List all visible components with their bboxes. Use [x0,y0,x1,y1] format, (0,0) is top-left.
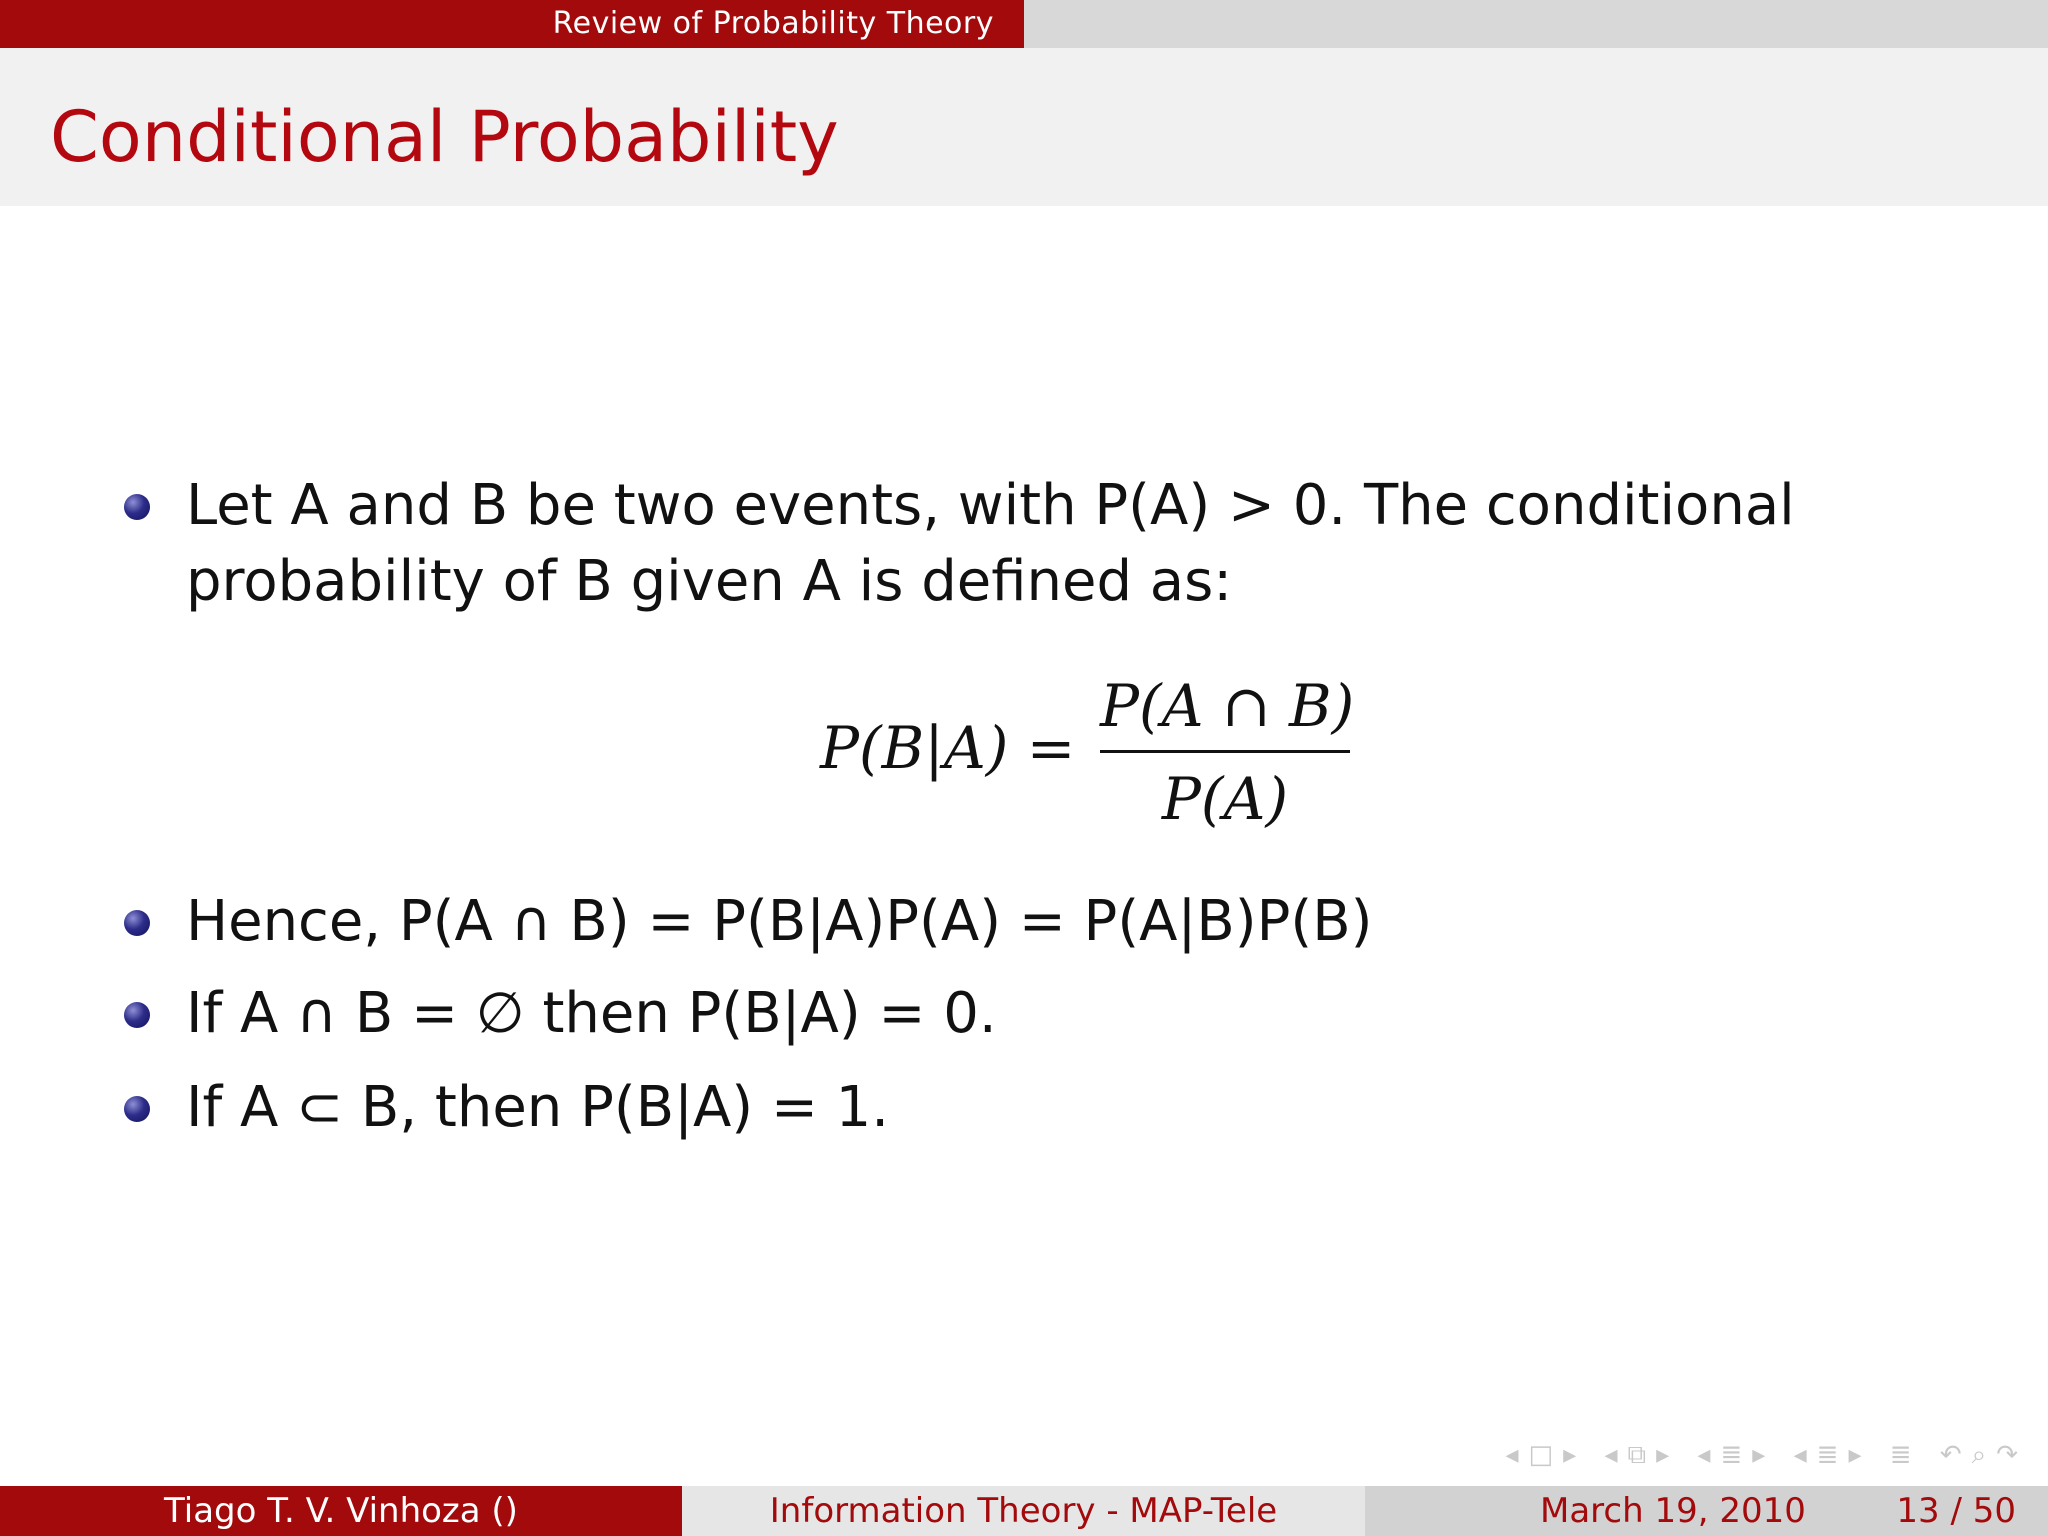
nav-slide-icon[interactable]: □ [1528,1440,1564,1470]
bullet-item [186,884,1986,960]
nav-next-slide-icon[interactable]: ▸ [1563,1440,1587,1470]
bullet-line: Let A and B be two events, with P(A) > 0. The conditional [186,473,1795,538]
bullet-icon [124,910,150,936]
fraction-bar [1100,750,1350,753]
footer-author: Tiago T. V. Vinhoza () [0,1486,682,1536]
nav-next-section-icon[interactable]: ▸ [1848,1440,1872,1470]
footer-date-page [1365,1486,2048,1536]
footer-date: March 19, 2010 [1540,1491,1806,1531]
nav-prev-slide-icon[interactable]: ◂ [1505,1440,1529,1470]
nav-next-frame-icon[interactable]: ▸ [1656,1440,1680,1470]
footer-title: Information Theory - MAP-Tele [682,1486,1365,1536]
bullet-text: If A ∩ B = ∅ then P(B|A) = 0. [186,981,997,1046]
bullet-icon [124,1002,150,1028]
bullet-item [186,1070,1986,1146]
beamer-navigation-symbols [1505,1440,2028,1471]
nav-prev-section-icon[interactable]: ◂ [1793,1440,1817,1470]
nav-section-icon[interactable]: ≣ [1816,1440,1849,1470]
nav-frame-icon[interactable]: ⧉ [1627,1440,1657,1470]
footer-bar [0,1486,2048,1536]
frame-title-bar [0,48,2048,206]
frame-title: Conditional Probability [50,96,839,178]
nav-subsection-icon[interactable]: ≣ [1720,1440,1753,1470]
display-equation [820,668,1360,838]
bullet-icon [124,494,150,520]
equation-lhs: P(B|A) = [820,714,1076,782]
fraction-numerator: P(A ∩ B) [1100,672,1355,740]
nav-prev-subsection-icon[interactable]: ◂ [1697,1440,1721,1470]
fraction-denominator: P(A) [1161,765,1289,833]
top-navigation-bar [0,0,2048,48]
section-title[interactable]: Review of Probability Theory [0,0,1024,48]
nav-next-subsection-icon[interactable]: ▸ [1752,1440,1776,1470]
bullet-line: probability of B given A is defined as: [186,549,1233,614]
nav-prev-frame-icon[interactable]: ◂ [1604,1440,1628,1470]
equation-fraction [1100,668,1355,837]
bullet-icon [124,1096,150,1122]
nav-toc-icon[interactable]: ≣ [1889,1440,1922,1470]
bullet-text: If A ⊂ B, then P(B|A) = 1. [186,1075,890,1140]
bullet-item [186,468,1986,620]
bullet-text: Hence, P(A ∩ B) = P(B|A)P(A) = P(A|B)P(B) [186,889,1373,954]
nav-search-icon[interactable]: ↶⌕↷ [1939,1440,2028,1470]
bullet-item [186,976,1986,1052]
footer-page-number: 13 / 50 [1896,1491,2016,1531]
